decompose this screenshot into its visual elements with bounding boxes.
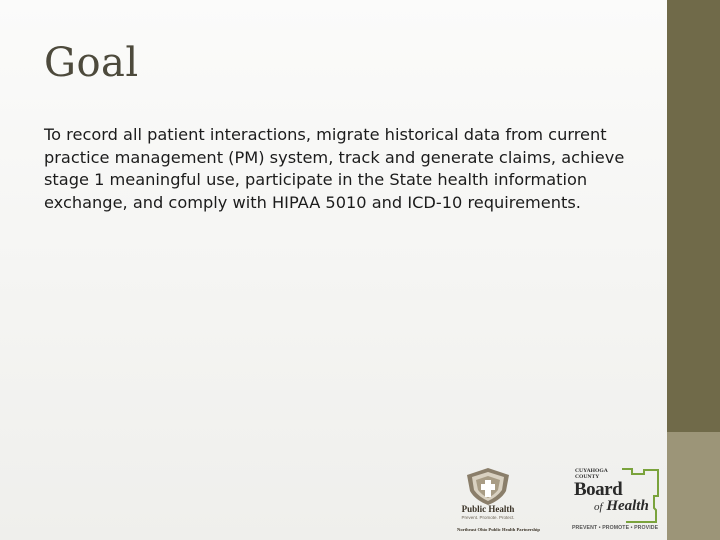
public-health-logo <box>455 466 565 538</box>
board-of-health-logo <box>572 466 662 538</box>
board-of-health-tagline: PREVENT • PROMOTE • PROVIDE <box>572 525 659 531</box>
slide-title: Goal <box>44 40 139 86</box>
board-of-health-board: Board <box>574 479 623 500</box>
accent-band-bottom <box>667 432 720 540</box>
board-of-health-health: of Health <box>594 498 649 514</box>
board-of-health-county: CUYAHOGA COUNTY <box>575 468 608 481</box>
public-health-tagline: Prevent. Promote. Protect. <box>461 515 515 520</box>
public-health-partnership: Northeast Ohio Public Health Partnership <box>457 527 540 532</box>
public-health-name: Public Health <box>461 504 515 514</box>
shield-cross-icon <box>455 466 521 506</box>
accent-band-top <box>667 0 720 432</box>
slide-body-text: To record all patient interactions, migrate historical data from current practice management (PM) system, track and generate claims, achieve stage 1 meaningful use, participate in the State health information exchange, and comply with HIPAA 5010 and ICD-10 requirements. <box>44 125 625 212</box>
